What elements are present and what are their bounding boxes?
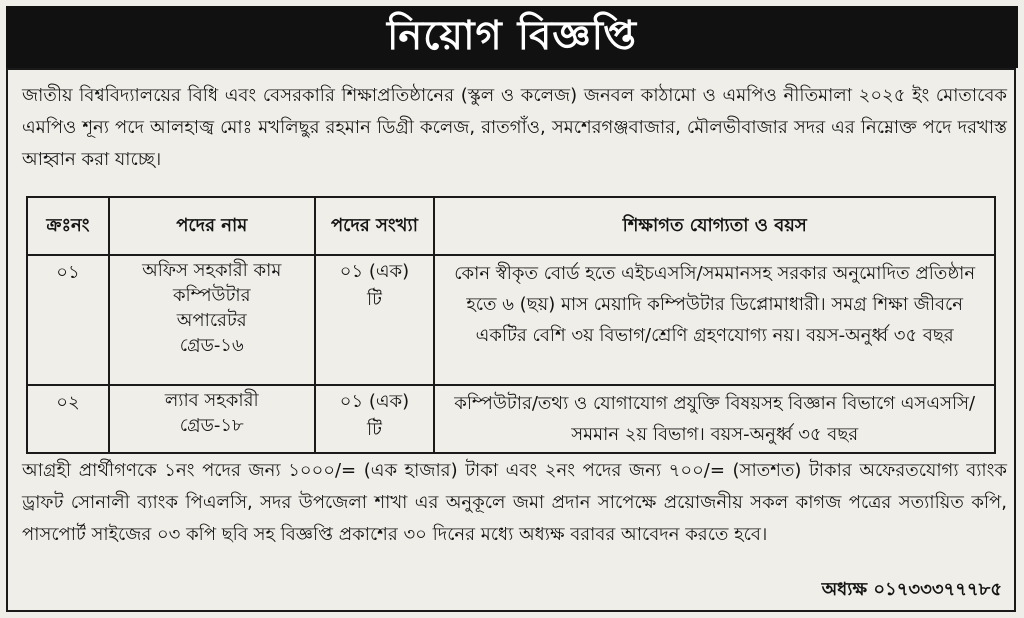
post-name-line: অফিস সহকারী কাম <box>142 260 282 281</box>
header-qualification: শিক্ষাগত যোগ্যতা ও বয়স <box>434 197 995 255</box>
table-header-row <box>27 197 995 255</box>
header-serial: ক্রঃনং <box>27 197 109 255</box>
header-post-name: পদের নাম <box>109 197 315 255</box>
principal-signature: অধ্যক্ষ ০১৭৩৩৩৭৭৭৮৫ <box>821 579 1002 600</box>
intro-paragraph: জাতীয় বিশ্ববিদ্যালয়ের বিধি এবং বেসরকারি শিক্ষাপ্রতিষ্ঠানের (স্কুল ও কলেজ) জনবল কাঠামো ও এমপিও নীতিমালা ২০২৫ ইং মোতাবেক এমপিও শূন্য পদে আলহাজ্ব মোঃ মখলিছুর রহমান ডিগ্রী কলেজ, রাতগাঁও, সমশেরগঞ্জবাজার, মৌলভীবাজার সদর এর নিম্নোক্ত পদে দরখাস্ত আহ্বান করা যাচ্ছে। <box>22 85 1007 170</box>
row-post-count <box>315 255 435 385</box>
post-count-value: ০১ (এক) <box>339 261 410 282</box>
post-count-unit: টি <box>366 289 382 310</box>
table-row <box>27 255 995 385</box>
table-row <box>27 385 995 453</box>
post-count-value: ০১ (এক) <box>339 391 410 412</box>
row-serial: ০২ <box>27 385 109 453</box>
post-name-line: কম্পিউটার <box>172 285 251 306</box>
post-name-line: অপারেটর <box>176 310 247 331</box>
post-count-unit: টি <box>366 419 382 440</box>
post-grade: গ্রেড-১৮ <box>179 415 244 436</box>
post-grade: গ্রেড-১৬ <box>179 335 244 356</box>
row-post-count <box>315 385 435 453</box>
closing-paragraph: আগ্রহী প্রার্থীগণকে ১নং পদের জন্য ১০০০/= (এক হাজার) টাকা এবং ২নং পদের জন্য ৭০০/= (সাতশত) টাকার অফেরতযোগ্য ব্যাংক ড্রাফট সোনালী ব্যাংক পিএলসি, সদর উপজেলা শাখা এর অনুকূলে জমা প্রদান সাপেক্ষে প্রয়োজনীয় সকল কাগজ পত্রের সত্যায়িত কপি, পাসপোর্ট সাইজের ০৩ কপি ছবি সহ বিজ্ঞপ্তি প্রকাশের ৩০ দিনের মধ্যে অধ্যক্ষ বরাবর আবেদন করতে হবে। <box>22 460 1007 545</box>
notice-title: নিয়োগ বিজ্ঞপ্তি <box>386 11 637 59</box>
row-post-name <box>109 385 315 453</box>
title-banner <box>6 6 1018 68</box>
row-serial: ০১ <box>27 255 109 385</box>
post-name-line: ল্যাব সহকারী <box>164 390 259 411</box>
row-qualification: কম্পিউটার/তথ্য ও যোগাযোগ প্রযুক্তি বিষয়সহ বিজ্ঞান বিভাগে এসএসসি/সমমান ২য় বিভাগ। বয়স-অনুর্ধ্ব ৩৫ বছর <box>434 385 995 453</box>
posts-table <box>26 196 996 454</box>
header-post-count: পদের সংখ্যা <box>315 197 435 255</box>
row-post-name <box>109 255 315 385</box>
row-qualification: কোন স্বীকৃত বোর্ড হতে এইচএসসি/সমমানসহ সরকার অনুমোদিত প্রতিষ্ঠান হতে ৬ (ছয়) মাস মেয়াদি কম্পিউটার ডিপ্লোমাধারী। সমগ্র শিক্ষা জীবনে একটির বেশি ৩য় বিভাগ/শ্রেণি গ্রহণযোগ্য নয়। বয়স-অনুর্ধ্ব ৩৫ বছর <box>434 255 995 385</box>
